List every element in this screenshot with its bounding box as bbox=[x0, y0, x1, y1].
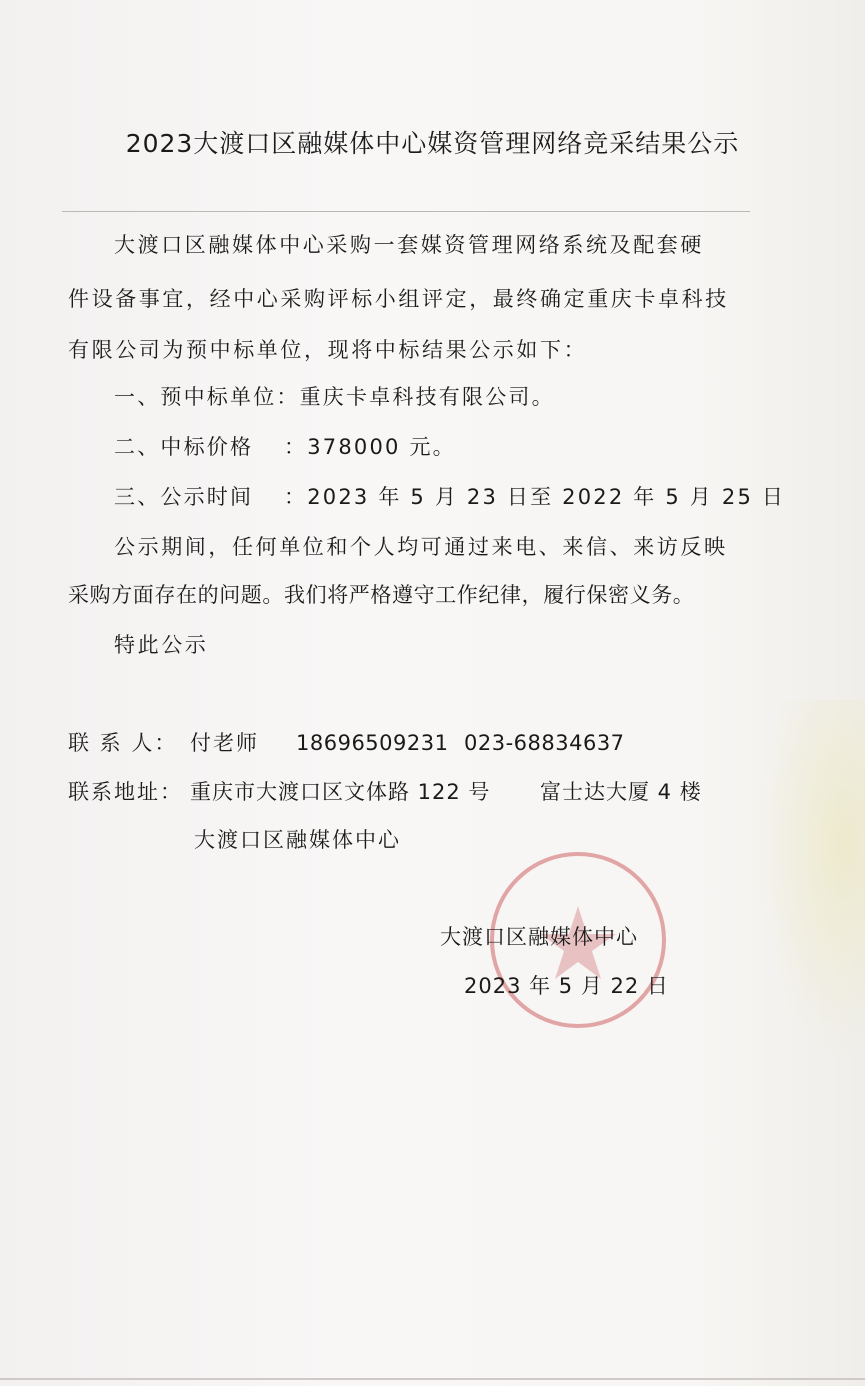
item-winning-bidder-label: 一、预中标单位： bbox=[114, 385, 300, 409]
contact-address-building: 富士达大厦 4 楼 bbox=[540, 780, 702, 804]
item-bid-price-label: 二、中标价格 bbox=[114, 435, 254, 459]
paragraph-1-line-3: 有限公司为预中标单位，现将中标结果公示如下： bbox=[68, 338, 588, 362]
page-bottom-edge bbox=[0, 1378, 865, 1380]
item-notice-period bbox=[114, 481, 785, 511]
contact-phone-office: 023-68834637 bbox=[464, 731, 625, 755]
closing-text: 特此公示 bbox=[114, 633, 209, 657]
item-bid-price-value: ：378000 元。 bbox=[284, 435, 456, 459]
paragraph-2-line-2: 采购方面存在的问题。我们将严格遵守工作纪律，履行保密义务。 bbox=[68, 583, 695, 607]
document-title: 2023大渡口区融媒体中心媒资管理网络竞采结果公示 bbox=[125, 129, 740, 158]
contact-address-street: 重庆市大渡口区文体路 122 号 bbox=[190, 780, 491, 804]
paragraph-2-line-1: 公示期间，任何单位和个人均可通过来电、来信、来访反映 bbox=[114, 535, 728, 559]
item-notice-period-value: ：2023 年 5 月 23 日至 2022 年 5 月 25 日 bbox=[284, 485, 786, 509]
title-divider bbox=[62, 211, 750, 212]
signature-date: 2023 年 5 月 22 日 bbox=[464, 974, 669, 998]
paragraph-1-line-2: 件设备事宜，经中心采购评标小组评定，最终确定重庆卡卓科技 bbox=[68, 287, 729, 311]
contact-person-name: 付老师 bbox=[190, 731, 259, 755]
item-bid-price bbox=[114, 431, 456, 461]
contact-address-label: 联系地址： bbox=[68, 780, 183, 804]
scan-shadow bbox=[755, 700, 865, 1060]
signature-org: 大渡口区融媒体中心 bbox=[440, 925, 638, 949]
item-winning-bidder-value: 重庆卡卓科技有限公司。 bbox=[299, 385, 555, 409]
paragraph-1-line-1: 大渡口区融媒体中心采购一套媒资管理网络系统及配套硬 bbox=[114, 233, 704, 257]
contact-phone-mobile: 18696509231 bbox=[296, 731, 449, 755]
contact-address-row bbox=[68, 776, 702, 806]
contact-address-org: 大渡口区融媒体中心 bbox=[194, 828, 401, 852]
item-winning-bidder bbox=[114, 381, 555, 411]
contact-person-row bbox=[68, 727, 625, 757]
item-notice-period-label: 三、公示时间 bbox=[114, 485, 254, 509]
contact-person-label: 联 系 人： bbox=[68, 731, 178, 755]
